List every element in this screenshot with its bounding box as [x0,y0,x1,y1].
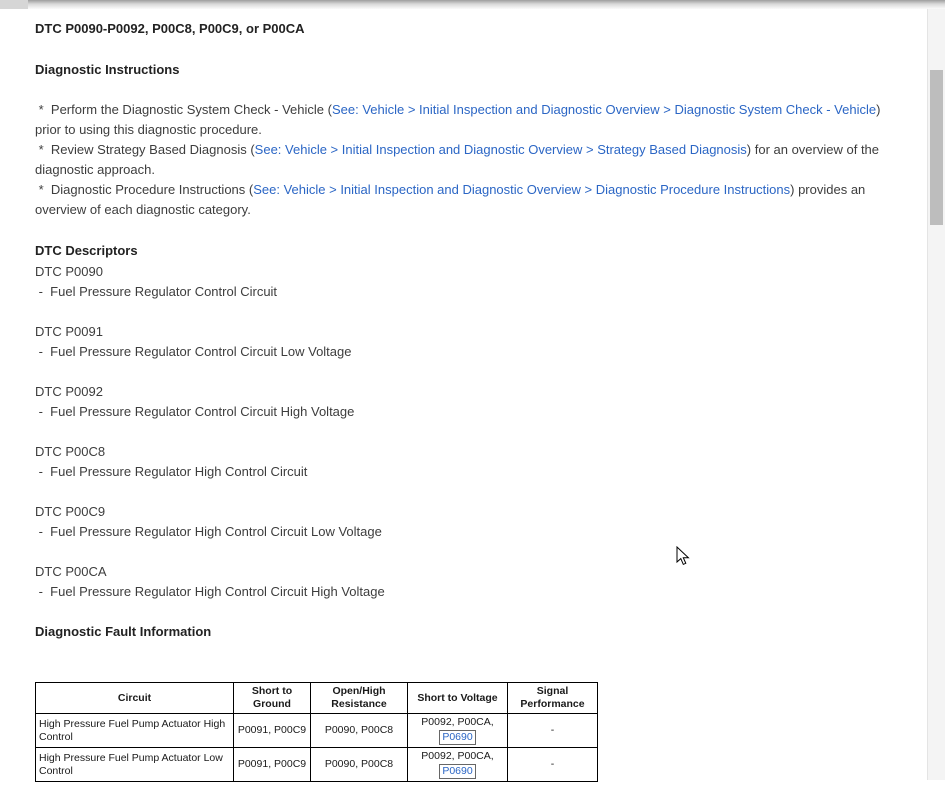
col-header-signal-performance: Signal Performance [508,683,598,714]
cell-signal-performance: - [508,714,598,748]
cell-short-to-voltage [408,748,508,782]
instruction-item [35,100,906,140]
dtc-descriptor [35,322,906,362]
instruction-text: * Review Strategy Based Diagnosis ( [35,142,255,157]
short-to-voltage-text: P0092, P00CA, [421,750,494,762]
dtc-code: DTC P00CA [35,564,107,579]
dtc-description: - Fuel Pressure Regulator High Control Circuit [35,464,308,479]
diagnostic-fault-table [35,682,598,782]
table-row [36,748,598,782]
instruction-text: ) prior to using this diagnostic procedure. [35,102,885,137]
instruction-item [35,180,906,220]
dtc-description: - Fuel Pressure Regulator High Control Circuit Low Voltage [35,524,382,539]
dtc-link-p0690[interactable]: P0690 [439,730,475,745]
instruction-text: ) provides an overview of each diagnostic category. [35,182,869,217]
dtc-descriptor [35,442,906,482]
table-header-row [36,683,598,714]
col-header-open-high-resistance: Open/High Resistance [311,683,408,714]
cell-signal-performance: - [508,748,598,782]
cell-open-high-resistance: P0090, P00C8 [311,748,408,782]
cell-short-to-ground: P0091, P00C9 [234,714,311,748]
cell-open-high-resistance: P0090, P00C8 [311,714,408,748]
dtc-description: - Fuel Pressure Regulator Control Circuit High Voltage [35,404,355,419]
dtc-code: DTC P0090 [35,264,103,279]
table-row [36,714,598,748]
dtc-descriptor [35,262,906,302]
short-to-voltage-text: P0092, P00CA, [421,716,494,728]
cell-circuit: High Pressure Fuel Pump Actuator Low Control [36,748,234,782]
col-header-short-to-voltage: Short to Voltage [408,683,508,714]
instruction-item [35,140,906,180]
dtc-link-p0690[interactable]: P0690 [439,764,475,779]
instruction-text: * Diagnostic Procedure Instructions ( [35,182,254,197]
see-link-diagnostic-procedure-instructions[interactable]: See: Vehicle > Initial Inspection and Diagnostic Overview > Diagnostic Procedure Instructions [253,182,791,197]
section-heading-dtc-descriptors: DTC Descriptors [35,243,138,258]
cell-short-to-voltage [408,714,508,748]
instruction-text: * Perform the Diagnostic System Check - Vehicle ( [35,102,332,117]
dtc-code: DTC P00C8 [35,444,106,459]
section-heading-diagnostic-fault-information: Diagnostic Fault Information [35,624,212,639]
toolbar-shadow-corner [0,0,28,9]
dtc-descriptor [35,502,906,542]
instructions-block [35,100,906,220]
col-header-short-to-ground: Short to Ground [234,683,311,714]
dtc-description: - Fuel Pressure Regulator High Control Circuit High Voltage [35,584,385,599]
instruction-text: ) for an overview of the diagnostic approach. [35,142,883,177]
page-title: DTC P0090-P0092, P00C8, P00C9, or P00CA [35,21,305,36]
see-link-strategy-based-diagnosis[interactable]: See: Vehicle > Initial Inspection and Diagnostic Overview > Strategy Based Diagnosis [254,142,747,157]
section-heading-diagnostic-instructions: Diagnostic Instructions [35,62,180,77]
dtc-code: DTC P0091 [35,324,103,339]
dtc-description: - Fuel Pressure Regulator Control Circuit [35,284,278,299]
vertical-scrollbar[interactable] [927,0,945,780]
cell-short-to-ground: P0091, P00C9 [234,748,311,782]
dtc-descriptor [35,562,906,602]
dtc-code: DTC P0092 [35,384,103,399]
dtc-descriptor [35,382,906,422]
toolbar-shadow [0,0,945,9]
dtc-descriptor-list [35,262,906,602]
see-link-diagnostic-system-check[interactable]: See: Vehicle > Initial Inspection and Diagnostic Overview > Diagnostic System Check - Vehicle [331,102,877,117]
scrollbar-thumb[interactable] [930,70,943,225]
dtc-code: DTC P00C9 [35,504,106,519]
dtc-description: - Fuel Pressure Regulator Control Circuit Low Voltage [35,344,352,359]
cell-circuit: High Pressure Fuel Pump Actuator High Control [36,714,234,748]
col-header-circuit: Circuit [36,683,234,714]
